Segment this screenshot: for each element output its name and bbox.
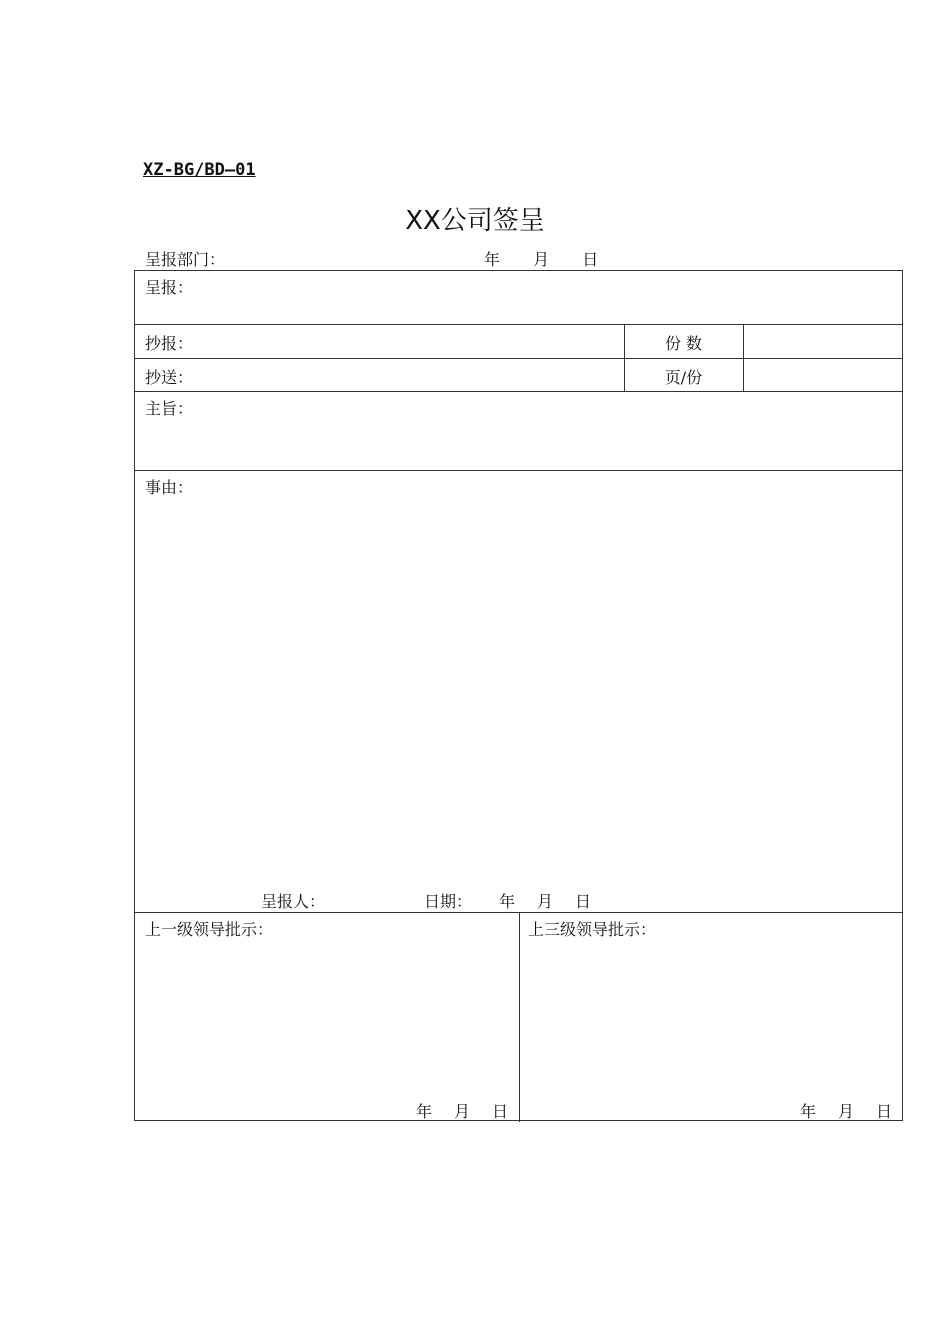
cc-field[interactable]: 抄报： <box>145 334 194 353</box>
approval-level1-year: 年 <box>416 1102 433 1121</box>
report-date <box>499 889 591 912</box>
send-field[interactable]: 抄送： <box>145 368 194 387</box>
report-date-month: 月 <box>537 892 554 911</box>
copies-input[interactable] <box>749 331 899 353</box>
report-date-day: 日 <box>575 892 592 911</box>
reporter-label: 呈报人： <box>261 892 326 911</box>
row-divider <box>135 324 902 325</box>
copies-label: 份 数 <box>664 334 703 353</box>
header-date-day: 日 <box>582 250 599 269</box>
approval-level1-date <box>416 1099 508 1122</box>
report-date-year: 年 <box>499 892 516 911</box>
approval-level1-field[interactable]: 上一级领导批示： <box>145 920 274 939</box>
approval-level1-month: 月 <box>454 1102 471 1121</box>
row-divider <box>135 391 902 392</box>
document-code: XZ-BG/BD—01 <box>143 160 256 180</box>
pages-input[interactable] <box>749 365 899 387</box>
row-divider <box>135 470 902 471</box>
approval-level3-month: 月 <box>838 1102 855 1121</box>
report-date-label: 日期： <box>424 892 473 911</box>
dept-label: 呈报部门： <box>145 250 226 269</box>
approval-level3-day: 日 <box>876 1102 893 1121</box>
page-title: XX公司签呈 <box>405 206 545 236</box>
approval-level3-date <box>800 1099 892 1122</box>
subject-field[interactable]: 主旨： <box>145 399 194 418</box>
column-divider <box>519 912 520 1122</box>
header-date-year: 年 <box>484 250 501 269</box>
header-date-month: 月 <box>533 250 550 269</box>
form-table <box>134 270 903 1121</box>
pages-label: 页/份 <box>664 368 703 387</box>
report-field[interactable]: 呈报： <box>145 278 194 297</box>
reason-field[interactable]: 事由： <box>145 478 194 497</box>
column-divider <box>743 324 744 391</box>
approval-level3-year: 年 <box>800 1102 817 1121</box>
approval-level3-field[interactable]: 上三级领导批示： <box>528 920 657 939</box>
header-date <box>484 247 598 270</box>
approval-level1-day: 日 <box>492 1102 509 1121</box>
row-divider <box>135 358 902 359</box>
